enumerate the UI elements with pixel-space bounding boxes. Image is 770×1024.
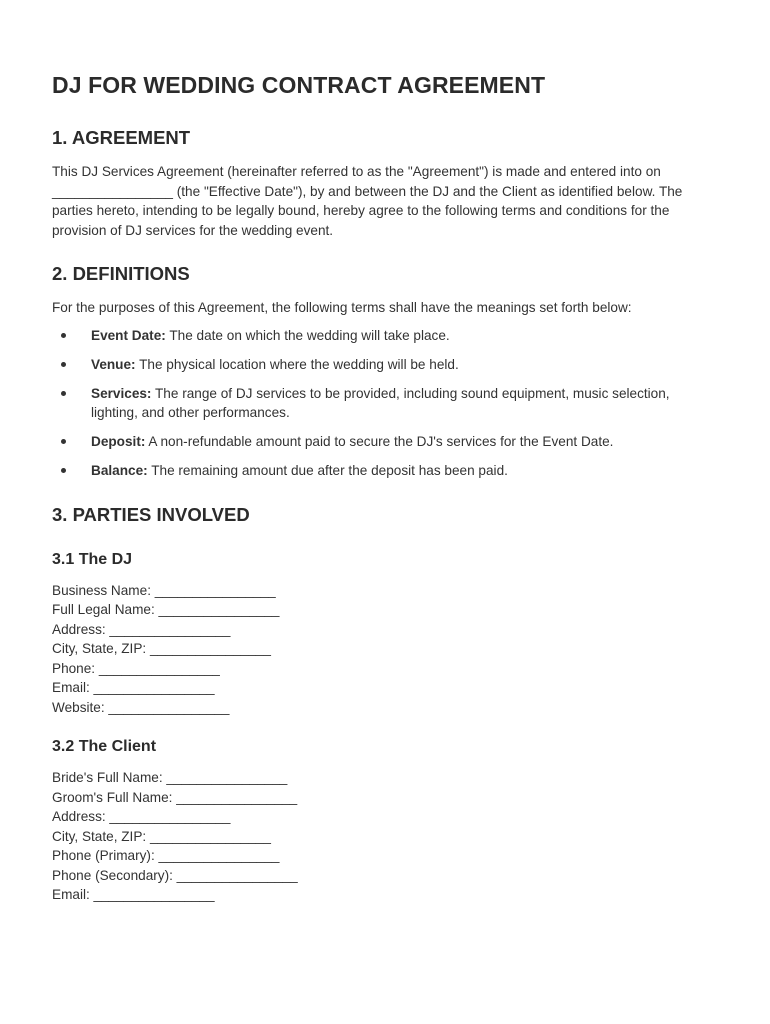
agreement-paragraph: This DJ Services Agreement (hereinafter referred to as the "Agreement") is made and entered into on ________________ (the "Effective Date"), by and between the DJ and the Client as identified below. The parties hereto, intending to be legally bound, hereby agree to the following terms and conditions for the provision of DJ services for the wedding event.: [52, 164, 683, 238]
client-groom-name-field: Groom's Full Name: ________________: [52, 789, 298, 805]
definition-text: A non-refundable amount paid to secure the DJ's services for the Event Date.: [145, 434, 614, 449]
definition-term: Balance:: [91, 463, 148, 478]
bullet-icon: [61, 439, 66, 444]
subheading-the-dj: 3.1 The DJ: [52, 550, 133, 568]
bullet-icon: [61, 362, 66, 367]
client-address-field: Address: ________________: [52, 809, 231, 824]
definition-item-event-date: [52, 326, 718, 346]
definition-text: The date on which the wedding will take place.: [165, 327, 450, 343]
dj-website-field: Website: ________________: [52, 699, 230, 715]
definition-item-balance: [52, 461, 718, 481]
client-phone-primary-field: Phone (Primary): ________________: [52, 848, 280, 863]
bullet-icon: [61, 333, 66, 338]
section-heading-parties: 3. PARTIES INVOLVED: [52, 503, 250, 525]
dj-full-legal-name-field: Full Legal Name: ________________: [52, 602, 280, 617]
definitions-list: [52, 326, 718, 481]
definition-text: The remaining amount due after the deposit has been paid.: [147, 463, 508, 478]
definition-item-deposit: [52, 432, 718, 452]
dj-fields-list: [52, 581, 718, 718]
definition-text: The range of DJ services to be provided, including sound equipment, music selection, lighting, and other performances.: [91, 385, 670, 420]
definition-text: The physical location where the wedding will be held.: [135, 356, 459, 372]
definitions-intro: For the purposes of this Agreement, the following terms shall have the meanings set forth below:: [52, 300, 632, 315]
definition-item-venue: [52, 355, 718, 375]
definition-item-services: [52, 384, 718, 423]
client-city-state-zip-field: City, State, ZIP: ________________: [52, 828, 271, 844]
bullet-icon: [61, 391, 66, 396]
dj-city-state-zip-field: City, State, ZIP: ________________: [52, 641, 271, 656]
dj-email-field: Email: ________________: [52, 680, 215, 695]
client-email-field: Email: ________________: [52, 887, 215, 902]
section-heading-definitions: 2. DEFINITIONS: [52, 263, 190, 284]
definition-term: Venue:: [91, 356, 136, 372]
subheading-the-client: 3.2 The Client: [52, 738, 157, 755]
section-heading-agreement: 1. AGREEMENT: [52, 127, 191, 148]
definition-term: Deposit:: [91, 434, 146, 449]
definition-term: Event Date:: [91, 327, 166, 343]
bullet-icon: [61, 468, 66, 473]
client-phone-secondary-field: Phone (Secondary): ________________: [52, 867, 298, 883]
client-bride-name-field: Bride's Full Name: ________________: [52, 770, 288, 785]
dj-phone-field: Phone: ________________: [52, 660, 220, 676]
dj-business-name-field: Business Name: ________________: [52, 582, 276, 598]
dj-address-field: Address: ________________: [52, 621, 231, 637]
definition-term: Services:: [91, 385, 152, 401]
document-title: DJ FOR WEDDING CONTRACT AGREEMENT: [52, 72, 546, 98]
client-fields-list: [52, 768, 718, 905]
